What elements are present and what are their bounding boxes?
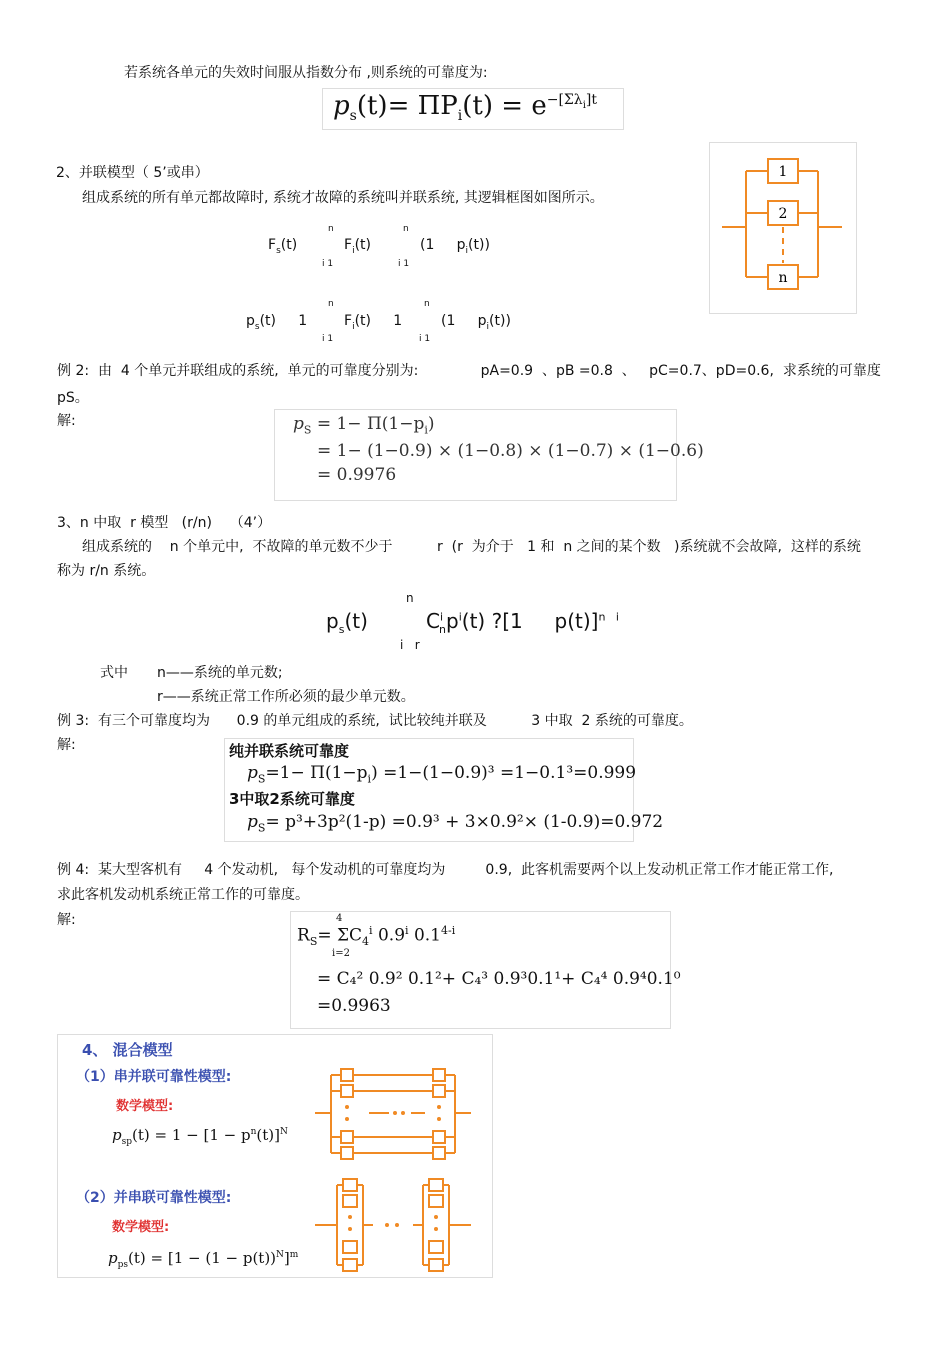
ex4-sum-bottom: i=2 [332, 948, 350, 959]
example-2-solution-box [274, 409, 704, 501]
ex4-line-3: =0.9963 [317, 996, 391, 1016]
mixed-heading: 4、 混合模型 [82, 1041, 173, 1059]
rn-desc-2: 称为 r/n 系统。 [57, 563, 156, 579]
unit-n-label: n [778, 270, 788, 286]
math-model-label-2: 数学模型: [112, 1220, 170, 1235]
example-4-solution-box [290, 911, 681, 1029]
unit-2-label: 2 [778, 206, 788, 222]
rn-desc-1: 组成系统的 n 个单元中, 不故障的单元数不少于 r (r 为介于 1 和 n 之间的某个数 )系统就不会故障, 这样的系统 [82, 539, 861, 555]
parallel-series-title: （2）并串联可靠性模型: [76, 1190, 232, 1206]
example-2-text: 例 2: 由 4 个单元并联组成的系统, 单元的可靠度分别为: pA=0.9 、pB =0.8 、 pC=0.7、pD=0.6, 求系统的可靠度 [57, 363, 881, 379]
series-parallel-diagram [313, 1061, 473, 1166]
example-2-text-cont: pS。 [57, 390, 89, 406]
unit-1-label: 1 [778, 164, 788, 180]
series-formula: $p_s(t)= \Pi P_i(t) = e^{-[\Sigma\lambda_i]t}$ [333, 91, 597, 125]
ex2-line-1: $p_S = 1- \Pi(1-p_i)$ [293, 414, 435, 437]
ex3-formula-2: $p_S= p^3+3p^2(1-p) =0.9^3 + 3\times 0.9^2\times (1-0.9)=0.972$ [247, 812, 664, 835]
ex3-heading-1: 纯并联系统可靠度 [229, 742, 350, 760]
ex4-line-2: = C₄² 0.9² 0.1²+ C₄³ 0.9³0.1¹+ C₄⁴ 0.9⁴0.1⁰ [317, 969, 681, 989]
where-n: n——系统的单元数; [157, 665, 283, 681]
example-4-solution-label: 解: [57, 912, 76, 928]
parallel-heading: 2、并联模型（ 5’或串） [56, 165, 209, 181]
series-parallel-title: （1）串并联可靠性模型: [76, 1069, 232, 1085]
where-label: 式中 [100, 665, 128, 681]
where-r: r——系统正常工作所必须的最少单元数。 [157, 689, 415, 705]
example-3-text: 例 3: 有三个可靠度均为 0.9 的单元组成的系统, 试比较纯并联及 3 中取 2 系统的可靠度。 [57, 713, 693, 729]
mixed-model-panel [57, 1034, 493, 1278]
series-parallel-formula: $p_{sp}(t) = 1 - [1 - p^n(t)]^N$ [112, 1126, 288, 1147]
parallel-diagram-svg [710, 143, 856, 313]
math-model-label-1: 数学模型: [116, 1099, 174, 1114]
parallel-desc: 组成系统的所有单元都故障时, 系统才故障的系统叫并联系统, 其逻辑框图如图所示。 [82, 190, 604, 206]
ex2-line-3: = 0.9976 [317, 465, 397, 485]
formula-series-box [322, 88, 624, 130]
parallel-diagram [709, 142, 857, 314]
example-3-solution-label: 解: [57, 737, 76, 753]
parallel-series-diagram [313, 1175, 473, 1275]
example-3-solution-box [224, 738, 664, 842]
intro-text: 若系统各单元的失效时间服从指数分布 ,则系统的可靠度为: [124, 65, 488, 81]
example-4-text-1: 例 4: 某大型客机有 4 个发动机, 每个发动机的可靠度均为 0.9, 此客机需要两个以上发动机正常工作才能正常工作, [57, 862, 834, 878]
ex3-heading-2: 3中取2系统可靠度 [229, 790, 355, 808]
ex4-sum-top: 4 [336, 913, 343, 924]
example-2-solution-label: 解: [57, 413, 76, 429]
ex2-line-2: = 1− (1−0.9) × (1−0.8) × (1−0.7) × (1−0.6) [317, 441, 704, 461]
ex4-line-1: $R_S= \Sigma C_4^i$ 0.9$^i$ 0.1$^{4-i}$ [297, 924, 456, 949]
rn-heading: 3、n 中取 r 模型 (r/n) （4’） [57, 515, 272, 531]
parallel-series-formula: $p_{ps}(t) = [1 - (1 - p(t))^N]^m$ [108, 1249, 299, 1270]
ex3-formula-1: $p_S=1- \Pi(1-p_i) =1-(1-0.9)^3 =1-0.1^3=0.999$ [247, 763, 637, 786]
example-4-text-2: 求此客机发动机系统正常工作的可靠度。 [57, 887, 309, 903]
